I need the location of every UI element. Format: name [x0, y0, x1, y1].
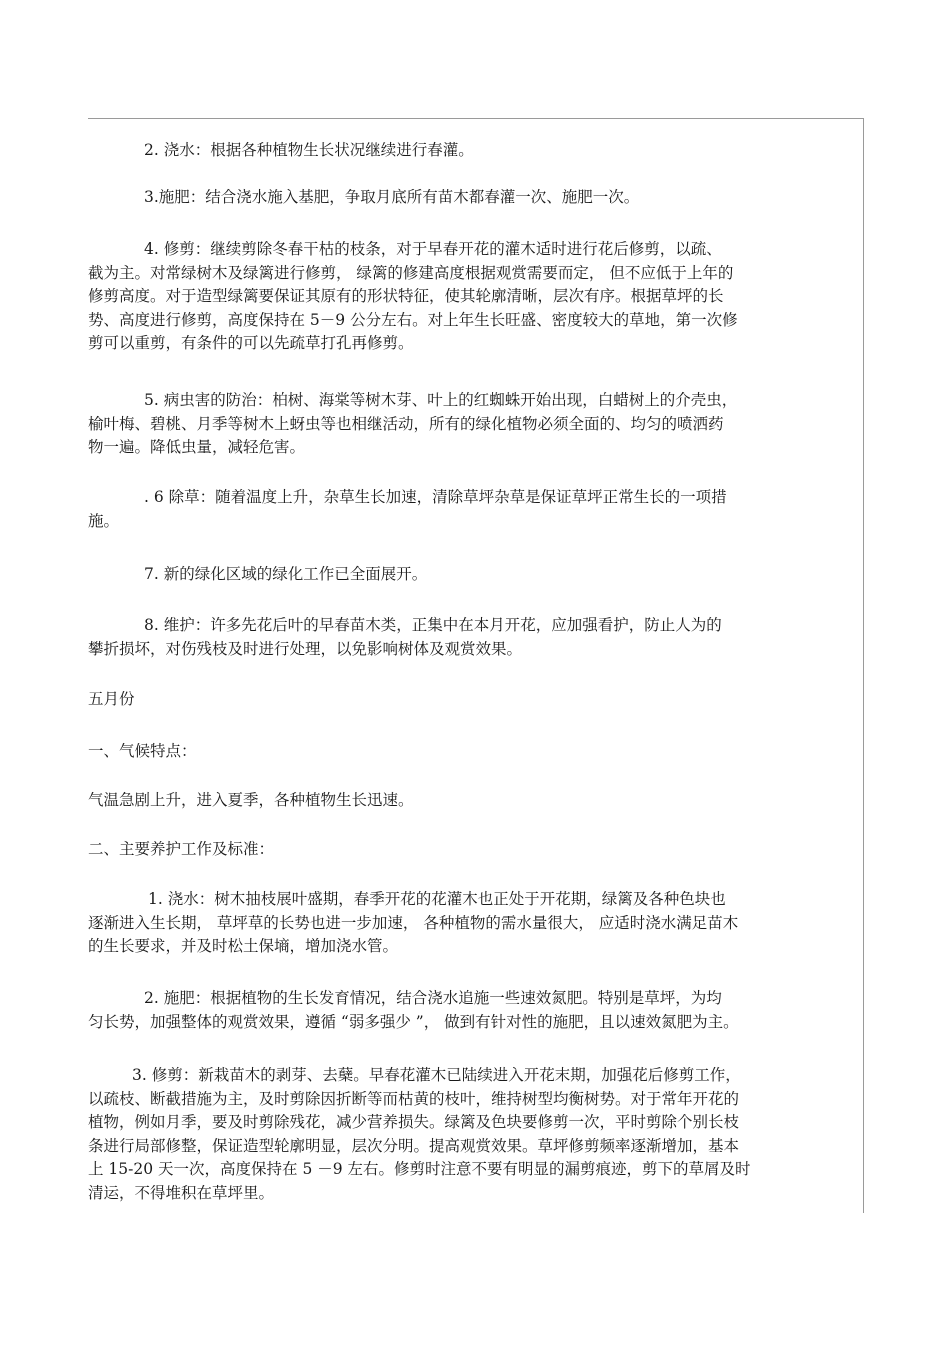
text-line: 匀长势，加强整体的观赏效果，遵循 “弱多强少 ”， 做到有针对性的施肥，且以速效氮肥为主。 [88, 1012, 739, 1031]
text-line: 榆叶梅、碧桃、月季等树木上蚜虫等也相继活动，所有的绿化植物必须全面的、均匀的喷洒药 [88, 414, 724, 433]
paragraph-fertilizing-may [88, 987, 846, 1034]
paragraph-maintenance [88, 614, 846, 661]
paragraph-fertilizing-april [88, 186, 846, 210]
text-line: 清运，不得堆积在草坪里。 [88, 1183, 275, 1202]
paragraph-new-areas [88, 563, 846, 587]
text-line: 2. 浇水：根据各种植物生长状况继续进行春灌。 [144, 141, 474, 159]
text-line: 的生长要求，并及时松土保墒，增加浇水管。 [88, 937, 399, 955]
text-line: 攀折损坏，对伤残枝及时进行处理，以免影响树体及观赏效果。 [88, 639, 523, 658]
text-line: 气温急剧上升，进入夏季，各种植物生长迅速。 [88, 791, 414, 809]
text-line: 剪可以重剪，有条件的可以先疏草打孔再修剪。 [88, 334, 414, 352]
paragraph-weeding [88, 486, 846, 533]
text-line: 条进行局部修整，保证造型轮廓明显，层次分明。提高观赏效果。草坪修剪频率逐渐增加，基本 [88, 1136, 740, 1155]
text-line: 5. 病虫害的防治：柏树、海棠等树木芽、叶上的红蜘蛛开始出现，白蜡树上的介壳虫， [144, 391, 738, 409]
text-line: 7. 新的绿化区域的绿化工作已全面展开。 [144, 565, 428, 583]
text-line: 4. 修剪：继续剪除冬春干枯的枝条，对于早春开花的灌木适时进行花后修剪，以疏、 [144, 240, 722, 258]
text-line: 截为主。对常绿树木及绿篱进行修剪， 绿篱的修建高度根据观赏需要而定， 但不应低于上年的 [88, 263, 734, 282]
text-line: 3. 修剪：新栽苗木的剥芽、去蘖。早春花灌木已陆续进入开花末期，加强花后修剪工作， [132, 1066, 741, 1084]
paragraph-watering-april [88, 139, 846, 163]
paragraph-climate [88, 789, 846, 813]
text-line: 3.施肥：结合浇水施入基肥，争取月底所有苗木都春灌一次、施肥一次。 [144, 188, 640, 206]
page-border-top [88, 118, 864, 119]
paragraph-pest-control [88, 389, 846, 460]
text-line: 上 15-20 天一次，高度保持在 5 －9 左右。修剪时注意不要有明显的漏剪痕迹，剪下的草屑及时 [88, 1160, 751, 1178]
heading-main-work [88, 838, 846, 862]
text-line: 施。 [88, 511, 120, 530]
text-line: 2. 施肥：根据植物的生长发育情况，结合浇水追施一些速效氮肥。特别是草坪，为均 [144, 989, 722, 1007]
heading-may [88, 688, 846, 712]
text-line: 8. 维护：许多先花后叶的早春苗木类，正集中在本月开花，应加强看护，防止人为的 [144, 616, 722, 634]
text-line: 物一遍。降低虫量，减轻危害。 [88, 438, 306, 456]
text-line: 逐渐进入生长期， 草坪草的长势也进一步加速， 各种植物的需水量很大， 应适时浇水满足苗木 [88, 913, 739, 932]
text-line: 以疏枝、断截措施为主，及时剪除因折断等而枯黄的枝叶，维持树型均衡树势。对于常年开花的 [88, 1089, 740, 1108]
text-line: 植物，例如月季，要及时剪除残花，减少营养损失。绿篱及色块要修剪一次，平时剪除个别长枝 [88, 1113, 740, 1131]
page-border-right [863, 118, 864, 1213]
text-line: 二、主要养护工作及标准： [88, 840, 275, 858]
heading-climate [88, 740, 846, 764]
text-line: 1. 浇水：树木抽枝展叶盛期，春季开花的花灌木也正处于开花期，绿篱及各种色块也 [148, 890, 726, 908]
text-line: 一、气候特点： [88, 742, 197, 760]
text-line: 势、高度进行修剪，高度保持在 5－9 公分左右。对上年生长旺盛、密度较大的草地，第一次修 [88, 310, 738, 329]
text-line: . 6 除草：随着温度上升，杂草生长加速，清除草坪杂草是保证草坪正常生长的一项措 [144, 488, 727, 506]
paragraph-pruning-may [88, 1064, 846, 1205]
text-line: 修剪高度。对于造型绿篱要保证其原有的形状特征，使其轮廓清晰，层次有序。根据草坪的长 [88, 287, 724, 305]
paragraph-pruning-april [88, 238, 846, 356]
paragraph-watering-may [88, 888, 846, 959]
text-line: 五月份 [88, 690, 135, 708]
